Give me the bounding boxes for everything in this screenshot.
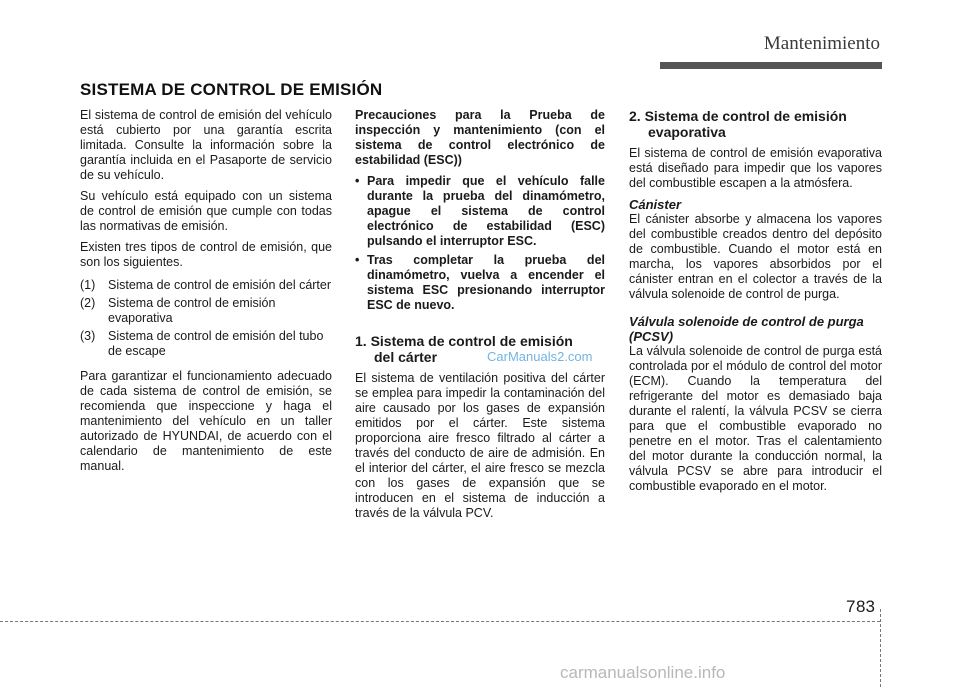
list-number: (1) xyxy=(80,278,96,292)
header-rule xyxy=(660,62,882,69)
list-number: (2) xyxy=(80,296,96,310)
bullet-text: Tras completar la prueba del dinamómetro, vuelva a encender el sistema ESC presionando interruptor ESC de nuevo. xyxy=(367,253,605,312)
bullet-dot: • xyxy=(355,253,360,267)
column-left xyxy=(80,108,332,480)
bullet-item xyxy=(355,174,605,249)
list-item xyxy=(80,278,332,293)
list-item xyxy=(80,296,332,326)
footer-rule xyxy=(0,621,880,622)
column-right xyxy=(629,108,882,500)
paragraph: El sistema de control de emisión evaporativa está diseñado para impedir que los vapores del combustible escapen a la atmósfera. xyxy=(629,146,882,190)
list-number: (3) xyxy=(80,329,96,343)
subheading-canister: Cánister xyxy=(629,197,682,212)
list-text: Sistema de control de emisión del tubo de escape xyxy=(108,329,324,358)
paragraph: Existen tres tipos de control de emisión, que son los siguientes. xyxy=(80,240,332,269)
emission-types-list xyxy=(80,278,332,359)
bullet-text: Para impedir que el vehículo falle durante la prueba del dinamómetro, apague el sistema de control electrónico de estabilidad (ESC) pulsando el interruptor ESC. xyxy=(367,174,605,248)
bullet-dot: • xyxy=(355,174,360,188)
page-header-title: Mantenimiento xyxy=(763,33,880,54)
section-title: SISTEMA DE CONTROL DE EMISIÓN xyxy=(80,80,383,99)
paragraph: El sistema de control de emisión del vehículo está cubierto por una garantía escrita limitada. Consulte la información sobre la garantía incluida en el Pasaporte de servicio de su vehículo. xyxy=(80,108,332,182)
heading-line: evaporativa xyxy=(648,124,726,140)
list-text: Sistema de control de emisión evaporativa xyxy=(108,296,276,325)
heading-line: 2. Sistema de control de emisión xyxy=(629,108,847,124)
bullet-item xyxy=(355,253,605,313)
list-text: Sistema de control de emisión del cárter xyxy=(108,278,332,292)
column-middle xyxy=(355,108,605,527)
paragraph: La válvula solenoide de control de purga está controlada por el módulo de control del motor (ECM). Cuando la temperatura del refrigerante del motor es demasiado baja durante el ralentí, la válvula PCSV se cierra para que el combustible evaporado no penetre en el motor. Tras el calentamiento del motor durante la conducción normal, la válvula PCSV se abre para introducir el combustible evaporado en el motor. xyxy=(629,344,882,493)
footer-divider xyxy=(880,609,881,687)
subsection-heading-evaporative xyxy=(629,108,882,140)
subheading-pcsv: Válvula solenoide de control de purga (PCSV) xyxy=(629,314,864,344)
paragraph: Para garantizar el funcionamiento adecuado de cada sistema de control de emisión, se recomienda que inspeccione y haga el mantenimiento del vehículo en un taller autorizado de HYUNDAI, de acuerdo con el calendario de mantenimiento de este manual. xyxy=(80,369,332,473)
paragraph: El cánister absorbe y almacena los vapores del combustible creados dentro del depósito de combustible. Cuando el motor está en marcha, los vapores absorbidos por el cánister entran en el colector a través de la válvula solenoide de control de purga. xyxy=(629,212,882,301)
watermark: CarManuals2.com xyxy=(487,349,593,364)
heading-line: del cárter xyxy=(374,349,438,365)
site-watermark: carmanualsonline.info xyxy=(560,663,726,682)
chapter-number: 7 xyxy=(846,597,856,616)
caution-title: Precauciones para la Prueba de inspección y mantenimiento (con el sistema de control electrónico de estabilidad (ESC)) xyxy=(355,108,605,167)
heading-line: 1. Sistema de control de emisión xyxy=(355,333,573,349)
page-number: 83 xyxy=(856,597,875,616)
paragraph: El sistema de ventilación positiva del cárter se emplea para impedir la contaminación del aire causado por los gases de expansión emitidos por el cárter. Este sistema proporciona aire fresco filtrado al cárter a través del conducto de aire de admisión. En el interior del cárter, el aire fresco se mezcla con los gases de expansión que se introducen en el sistema de inducción a través de la válvula PCV. xyxy=(355,371,605,520)
paragraph: Su vehículo está equipado con un sistema de control de emisión que cumple con todas las normativas de emisión. xyxy=(80,189,332,233)
list-item xyxy=(80,329,332,359)
